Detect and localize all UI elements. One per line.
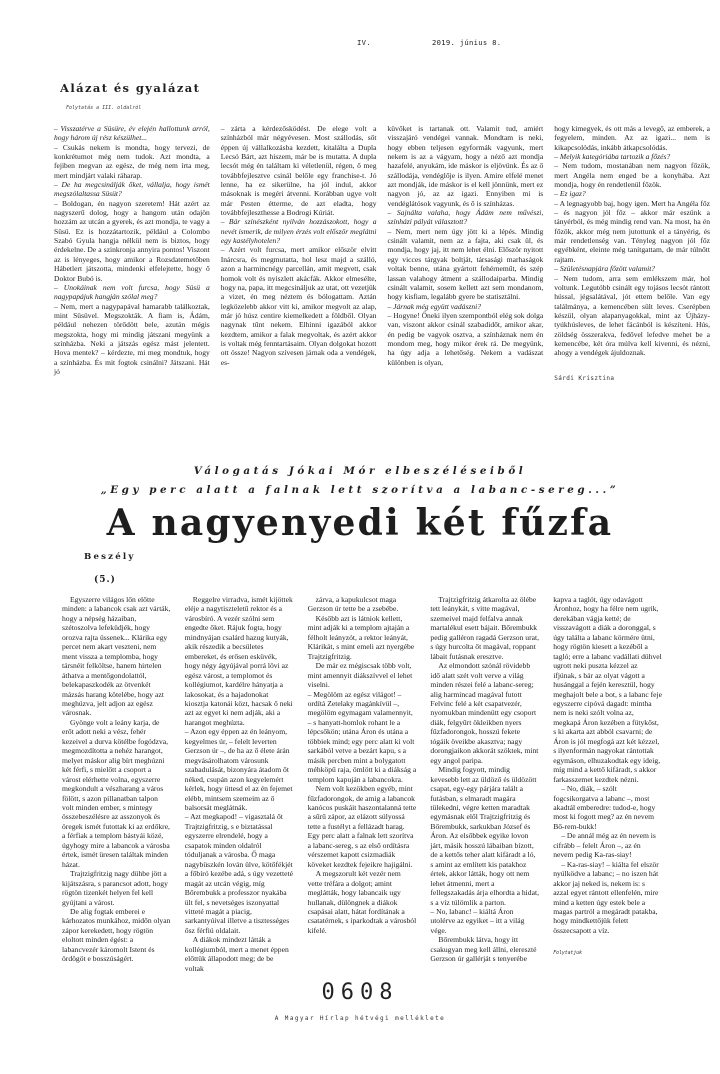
interview-question: – Visszatérve a Süsüre, év elején hallottunk arról, hogy három új rész készülhet... <box>54 124 210 143</box>
serial-paragraph: – No, diák, – szólt fogcsikorgatva a labanc –, most akadtál emberedre: tudod-e, hogy most ki fogott meg? az én nevem Bő-rem-bukk! <box>553 784 656 831</box>
serial-paragraph: Trajtzigfritzig nagy dühbe jött a kijátszásra, s parancsot adott, hogy rögtön tizenkét helyen fel kell gyújtani a várost. <box>62 869 168 907</box>
serial-body <box>62 595 662 973</box>
serial-paragraph: Az elmondott szónál rövidebb idő alatt szét volt verve a világ minden részei felé a labanc-sereg; alig harmincad magával futott Felvinc felé a két csapatvezér, nyomukban mindenütt egy csoport diák, felgyűrt ökleikben nyers fűzfadorongok, hosszú fekete tógáik öveikbe akasztva; nagy dorongjaikon akkorát szöktek, mint egy angol paripa. <box>430 661 539 765</box>
interview-paragraph: – Nem tudom, mostanában nem nagyon főzök, mert Angéla nem enged be a konyhába. Azt mondja, hogy én rendetlenül főzök. <box>554 161 710 190</box>
serial-paragraph: Egyszerre világos lőn előtte minden: a labancok csak azt várták, hogy a népség házaiban, szétoszolva lefeküdjék, hogy orozva rajta üssenek... Klárika egy percet nem akart veszteni, nem ment vissza a templomba, hogy társnéit felköltse, hanem hirtelen áthatva a mentőgondolattól, belekapaszkodék az ötvenkét mázsás harang kötelébe, hogy azt meghúzva, jelt adjon az egész városnak. <box>62 595 171 718</box>
serial-paragraph: A megszorult két vezér nem vette tréfára a dolgot; amint meglátták, hogy labancaik ugy hullanak, dülöngnek a diákok csapásai alatt, hátat fordítának a csatatérnek, s iparkodtak a városból kifelé. <box>307 869 417 935</box>
interview-paragraph: – Csukás nekem is mondta, hogy tervezi, de konkrétumot még nem tudok. Azt mondta, a fejiben megvan az egész, de még nem írta meg, mert mindjárt valaki ráharap. <box>54 142 210 180</box>
serial-paragraph: Nem volt kezökben egyéb, mint fűzfadorongok, de amig a labancok kanócos puskáit haszontalanná tette a sűrű zápor, az elázott súlyossá tette a fustélyt a fellázadt harag. Egy perc alatt a falnak lett szorítva a labanc-sereg, s az első ordításra vérszemet kapott csizmadiák köveket kezdtek fejeikre hajigálni. <box>307 784 417 869</box>
interview-column <box>388 124 544 383</box>
serial-column <box>185 595 294 973</box>
interview-question: – De ha megcsinálják őket, vállalja, hogy ismét megszólaltassa Süsüt? <box>54 180 210 199</box>
page-number: IV. <box>357 38 371 47</box>
serial-paragraph: Később azt is látniok kellett, mint adják ki a templom ajtaján a félholt leányzót, a rektor leányát, Klárikát, s mint emeli azt nyergébe Trajtzigfritzig. <box>307 613 415 661</box>
interview-paragraph: – zárta a kérdezősködést. De elege volt a színházból már négyévesen. Most szállodás, sőt éppen új vállalkozásba kezdett, kitalálta a Dupla Lecsó Bárt, azt hiszem, már be is mutatta. A dupla lecsót még én találtam ki véletlenül, régen, ő meg továbbfejlesztve csinál belőle egy franchise-t. Jó lenne, ha ez sikerülne, ha jól indul, akkor másoknak is megéri átvenni. Korábban ugye volt már Pesten étterme, de azt eladta, hogy továbbfejleszthesse a Bodrogi Kúriát. <box>220 124 377 218</box>
interview-paragraph: – Azért volt furcsa, mert amikor először elvitt Inárcsra, és megmutatta, hol lesz majd a szálló, azon a harmincnégy parcellán, amit megvett, csak homok volt és nyiszlett akácfák. Akkor elmesélte, hogy na, papa, itt megcsináljuk az utat, ott vezetjük a vizet, én meg néztem és bólogattam. Aztán legközelebb akkor vitt ki, amikor megvolt az alap, már jó húsz centire kiemelkedett a földből. Olyan nagynak tűnt nekem. Elhinni igazából akkor kezdtem, amikor a falak megvoltak, és azért akkor is voltak még fenntartásaim. Olyan dolgokat hozott ott össze! Nagyon szívesen járnak oda a vendégek, es- <box>220 245 377 367</box>
serial-part-number: (5.) <box>94 575 116 585</box>
serial-column <box>553 595 662 973</box>
interview-paragraph: – Nem, mert a nagypapával hamarabb találkoztak, mint Süsüvel. Megszokták. A fiam is, Ádám, például nehezen törődött bele, azután mégis megszokta, hogy mi mindig játszani megyünk a színházba. Neki a játszás egész mást jelentett. Hova mentek? – kérdezte, mi meg mondtuk, hogy a színházba. És mit fogtok csinálni? Játszani. Hát jó <box>54 301 210 376</box>
interview-paragraph: – Hogyne! Őneki ilyen szempontból elég sok dolga van, viszont akkor csinál szabadidőt, amikor akar, én pedig be vagyok osztva, a színháznak nem én mondom meg, hogy mikor érek rá. De megyünk, ha úgy adja a lehetőség. Nekem a vadászat különben is olyan, <box>387 310 544 367</box>
interview-title: Alázat és gyalázat <box>60 81 201 95</box>
continued-from-note: Folytatás a III. oldalról <box>66 105 142 111</box>
interview-question: – Ez igaz? <box>554 189 586 199</box>
serial-paragraph: Reggelre virradva, ismét kijöttek eléje a nagytiszteletű rektor és a városbíró. A vezér szólni sem engedte őket. Rájuk fogta, hogy mindnyájan csalárd hazug kutyák, akik részedik a becsületes embereket, és erősen esküvék, hogy négy ágyújával porrá lövi az egész várost, a templomot és kollégiumot, kardélre hányatja a lakosokat, és a hajadonokat kiosztja katonái közt, hacsak ő neki azt az egyet ki nem adják, aki a harangot meghúzta. <box>184 595 293 727</box>
interview-paragraph: küvőket is tartanak ott. Valamit tud, amiért visszajáró vendégei vannak. Mondtam is neki, hogy ebben teljesen egyformák vagyunk, mert nekem is az a vágyam, hogy a néző azt mondja hazafelé, anyukám, ide máskor is eljövünk. És az ő szállodája, vendéglője is ilyen. Amire elfelé menet azt mondják, ide máskor is el kell jönnünk, mert ez nagyon jó, az az igazi. Ennyiben mi is vendéglátósok vagyunk, és ő is színházas. <box>387 124 544 208</box>
issue-number: 0608 <box>321 980 399 1005</box>
serial-paragraph: A diákok mindezt látták a kollégiumból, mert a menet éppen előttük állapodott meg; de be voltak <box>184 935 289 973</box>
serial-paragraph: Trajtzigfritzig átkarolta az ölébe tett leánykát, s vitte magával, szemeivel majd felfalva annak martalékul esett bájait. Bőrembukk pedig galléron ragadá Gerzson urat, s úgy hurcolta őt magával, roppant lábait futásnak eresztve. <box>430 595 539 661</box>
serial-paragraph: Mindig fogyott, mindig kevesebb lett az üldöző és üldözött csapat, egy-egy párjára talált a futásban, s elmaradt magára tülekedni, végre ketten maradtak egymásnak elől Trajtzigfritzig és Bőrembukk, sarkukban József és Áron. Az elsőbbek egyike lovon járt, másik hosszú lábaiban bízott, de a kettős teher alatt kifáradt a ló, s amint az említett kis patakhoz értek, akkor látták, hogy ott nem lehet átmenni, mert a fellegszakadás árja elhordta a hidat, s a víz túlömlik a parton. <box>430 765 539 907</box>
kicker-line-2: „Egy perc alatt a falnak lett szorítva a labanc-sereg...” <box>100 484 620 496</box>
page-folio <box>357 38 502 47</box>
serial-paragraph: De már ez mégiscsak több volt, mint amennyit diákszívvel el lehet viselni. <box>307 661 413 690</box>
interview-paragraph: – A legnagyobb baj, hogy igen. Mert ha Angéla főz – és nagyon jól főz – akkor már eszünk a tányérból, és még mindig rend van. Na most, ha én főzök, akkor még nem jutottunk el a tányérig, és már rendetlenség van. Tényleg nagyon jól főz egyébként, eleinte még tanítgattam, de már túlnőtt rajtam. <box>554 198 710 264</box>
serial-column <box>62 595 171 973</box>
supplement-line: A Magyar Hírlap hétvégi melléklete <box>274 1015 446 1022</box>
interview-question: – Melyik kategóriába tartozik a főzés? <box>554 152 671 162</box>
serial-paragraph: Bőrembukk látva, hogy itt csakugyan meg kell állni, elereszté Gerzson úr gallérját s tenyerébe <box>430 935 537 964</box>
interview-question: – Bár színészként nyilván hozzászokott, hogy a nevét ismerik, de milyen érzés volt először meglátni egy kastélyhotelen? <box>220 217 377 246</box>
serial-paragraph: – De annál még az én nevem is cifrább – felelt Áron –, az én nevem pedig Ka-ras-siay! <box>553 831 656 860</box>
interview-paragraph: hogy kimegyek, és ott más a levegő, az emberek, a fegyelem, minden. Az az igazi... nem is kikapcsolódás, inkább átkapcsolódás. <box>554 124 710 152</box>
serial-paragraph: kapva a taglót, úgy odavágott Áronhoz, hogy ha félre nem ugrik, derekában vágja ketté; de visszavágott a diák a doronggal, s úgy találta a labanc körmére ütni, hogy rögtön kiesett a kezéből a tagló; erre a labanc vadállati dühvel ugrott neki puszta kézzel az ifjúnak, s bár az olyat vágott a husánggal a fején keresztül, hogy meghajolt bele a bot, s a labanc feje egyszerre cipóvá dagadt: mintha nem is neki szólt volna az, megkapá Áron kezében a fütykőst, s ki akarta azt abból csavarni; de Áron is jól megfogá azt két kézzel, s ilyenformán nagyokat rántottak egymáson, elhuzakodtak egy ideig, míg mind a kettő kifáradt, s akkor farkasszemet kezdtek nézni. <box>553 595 662 784</box>
interview-byline: Sárdi Krisztina <box>554 374 615 382</box>
interview-column <box>54 124 210 383</box>
serial-paragraph: – Ka-ras-siay! – kiálta fel elször nyúlködve a labanc; – no iszen hát akkor jaj neked is, nekem is: s azzal egyet rántott ellenfelén, mire mind a ketten úgy estek bele a magas partról a megáradt patakba, hogy mindkettőjük felett összecsapott a víz. <box>553 859 659 935</box>
serial-column-content <box>553 595 662 935</box>
interview-body <box>54 124 710 383</box>
serial-column <box>430 595 539 973</box>
interview-question: – Sajnálta valaha, hogy Ádám nem művészi, színházi pályát választott? <box>387 208 544 227</box>
interview-paragraph: – Boldogan, én nagyon szeretem! Hát azért az nagyszerű dolog, hogy a hangom után odajön hozzám az utcán a gyerek, és azt mondja, te vagy a Süsü. Ez is hozzátartozik, például a Colombo Szabó Gyula hangja nélkül nem is biztos, hogy érdekelne. De a szinkronja annyira pontos! Viszont az is lényeges, hogy amikor a Rozsdatemetőben Hábetlert játszotta, mindenki elfelejtette, hogy ő Doktor Bubó is. <box>54 198 210 283</box>
serial-paragraph: – No, labanc! – kiáltá Áron utolérve az egyiket – itt a világ vége. <box>430 906 525 935</box>
serial-paragraph: De alig fogtak emberei e kárhozatos munkához, midőn olyan zápor kerekedett, hogy rögtön eloltott minden égést: a labancvezér káromolt Istent és ördögöt e bosszúságért. <box>62 906 171 964</box>
issue-date: 2019. június 8. <box>432 38 502 47</box>
serial-paragraph: Gyönge volt a leány karja, de erőt adott neki a vész, fehér kezeivel a durva kötélbe fogódzva, megmozdította a nehéz harangot, melyet máskor alig bírt meghúzni két férfi, s mielőtt a csoport a várost elérhette volna, egyszerre megkondult a vészharang a város fölött, s azon pillanatban talpon volt minden ember, s mintegy összebeszélésre az asszonyok és öregek ismét futottak ki az erdőkre, a férfiak a templom bástyái közé, úgyhogy mire a labancok a városba értek, ismét üresen találtak minden házat. <box>62 717 170 869</box>
interview-column <box>554 124 710 383</box>
serial-paragraph: – Azt megkapod! – vigasztalá őt Trajtzigfritzig, s e biztatással egyszerre elrendelé, hogy a csapatok minden oldalról tóduljanak a városba. Ő maga nagybüszkén lován ülve, kötőfékjét a főbíró kezébe adá, s úgy vezetteté magát az utcán végig, míg Bőrembukk a professzor nyakába ült fel, s nevetséges iszonyattal vitteté magát a piacig, sarkantyúival illetve a tisztességes ősz férfiú oldalait. <box>184 812 293 935</box>
serial-paragraph: – Azon egy éppen az én leányom, kegyelmes úr, – felelt leverten Gerzson úr –, de ha az ő élete árán megvásárolhatom városunk szabadulását, bizonyára átadom őt néked, csupán azon kegyelemért kérlek, hogy üttesd el az én fejemet elébb, mintsem szemeim az ő balsorsát meglátnák. <box>184 727 293 812</box>
interview-question: – Járnak még együtt vadászni? <box>387 301 481 311</box>
interview-question: – Unokáinak nem volt furcsa, hogy Süsü a nagypapájuk hangján szólal meg? <box>54 282 210 302</box>
serial-column <box>308 595 417 973</box>
interview-question: – Születésnapjára főzött valamit? <box>554 264 656 274</box>
interview-column <box>221 124 377 383</box>
to-be-continued-note: Folytatjuk <box>553 951 583 957</box>
kicker-line-1: Válogatás Jókai Mór elbeszéléseiből <box>193 465 527 477</box>
serial-genre: Beszély <box>84 552 136 562</box>
serial-paragraph: – Megölöm az egész világot! – ordítá Zetelaky magánkívül –, megölöm egymagam valamennyit, – s hanyatt-homlok rohant le a lépcsőkön; utána Áron és utána a többiek mind; egy perc alatt ki volt sarkából vetve a bezárt kapu, s a másik percben mint a bolygatott méhköpű raja, ömlött ki a diákság a templom kapuján a labancokra. <box>307 689 417 784</box>
interview-column-content <box>554 124 710 358</box>
serial-kicker <box>0 462 720 500</box>
serial-paragraph: zárva, a kapukulcsot maga Gerzson úr tette be a zsebébe. <box>307 595 399 614</box>
interview-paragraph: – Nem, mert nem úgy jött ki a lépés. Mindig csinált valamit, nem az a fajta, aki csak ül, és mondja, hogy jaj, itt nem lehet élni. Először nyitott egy vicces tárgyak boltját, társasági marhaságok voltak benne, utána gyártott fehérneműt, és szép lassan valahogy átment a szállodaiparba. Mindig csinált valamit, sosem kellett azt sem mondanom, hogy kisfiam, legalább gyere be statisztálni. <box>387 226 544 302</box>
serial-title: A nagyenyedi két fűzfa <box>106 502 614 544</box>
interview-paragraph: – Nem tudom, arra sem emlékszem már, hol voltunk. Legutóbb csinált egy tojásos lecsót rántott hússal, jégsalátával, jót ettem belőle. Van egy találmánya, a kemencében sült leves. Cserépben készül, olyan alapanyagokkal, mint az Újházy-tyúkhúsleves, de lehet fácánból is készíteni. Hús, zöldség összerakva, fedővel lefedve mehet be a kemencébe, két óra múlva kell kivenni, és nézni, ahogy a vendégek ájuldoznak. <box>554 273 710 358</box>
